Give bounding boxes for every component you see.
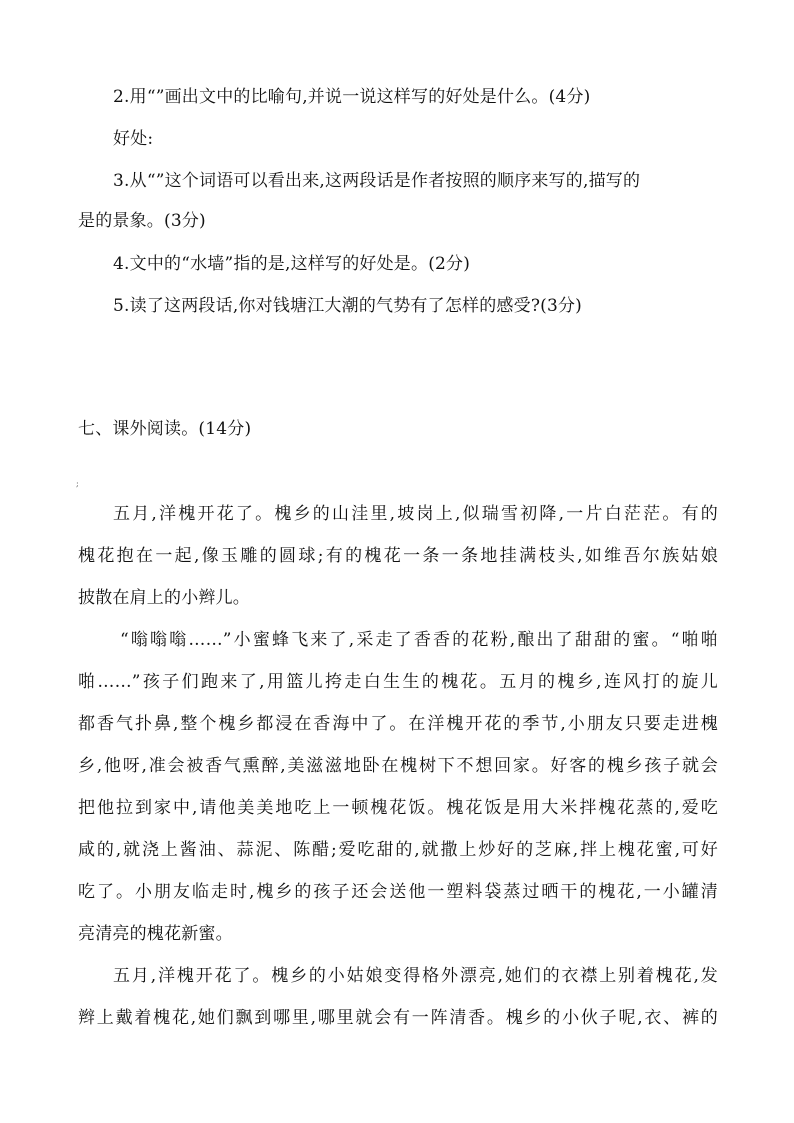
passage-p2-line-7: 吃了。小朋友临走时,槐乡的孩子还会送他一塑料袋蒸过晒干的槐花,一小罐清 [78,882,718,902]
passage-p2-line-4: 乡,他呀,准会被香气熏醉,美滋滋地卧在槐树下不想回家。好客的槐乡孩子就会 [78,756,718,776]
passage-p2-line-6: 咸的,就浇上酱油、蒜泥、陈醋;爱吃甜的,就撒上炒好的芝麻,拌上槐花蜜,可好 [78,840,718,860]
question-2-benefit-label: 好处: [113,129,154,149]
passage-p1-line-1: 五月,洋槐开花了。槐乡的山洼里,坡岗上,似瑞雪初降,一片白茫茫。有的 [113,504,718,524]
passage-p2-line-2: 啪……”孩子们跑来了,用篮儿挎走白生生的槐花。五月的槐乡,连风打的旋儿 [78,672,718,692]
passage-p2-line-8: 亮清亮的槐花新蜜。 [78,924,233,944]
stray-mark: ; [76,479,79,488]
question-2: 2.用“”画出文中的比喻句,并说一说这样写的好处是什么。(4分) [113,87,591,107]
passage-p1-line-3: 披散在肩上的小辫儿。 [78,588,250,608]
question-4: 4.文中的“水墙”指的是,这样写的好处是。(2分) [113,254,471,274]
passage-p2-line-3: 都香气扑鼻,整个槐乡都浸在香海中了。在洋槐开花的季节,小朋友只要走进槐 [78,714,718,734]
passage-p3-line-1: 五月,洋槐开花了。槐乡的小姑娘变得格外漂亮,她们的衣襟上别着槐花,发 [113,966,718,986]
question-3-line-1: 3.从“”这个词语可以看出来,这两段话是作者按照的顺序来写的,描写的 [113,171,641,191]
section-title: 七、课外阅读。(14分) [78,419,252,439]
question-5: 5.读了这两段话,你对钱塘江大潮的气势有了怎样的感受?(3分) [113,296,583,316]
passage-p1-line-2: 槐花抱在一起,像玉雕的圆球;有的槐花一条一条地挂满枝头,如维吾尔族姑娘 [78,546,718,566]
passage-p3-line-2: 辫上戴着槐花,她们飘到哪里,哪里就会有一阵清香。槐乡的小伙子呢,衣、裤的 [78,1008,718,1028]
passage-p2-line-5: 把他拉到家中,请他美美地吃上一顿槐花饭。槐花饭是用大米拌槐花蒸的,爱吃 [78,798,718,818]
question-3-line-2: 是的景象。(3分) [78,211,206,231]
passage-p2-line-1: “嗡嗡嗡……”小蜜蜂飞来了,采走了香香的花粉,酿出了甜甜的蜜。“啪啪 [120,630,718,650]
